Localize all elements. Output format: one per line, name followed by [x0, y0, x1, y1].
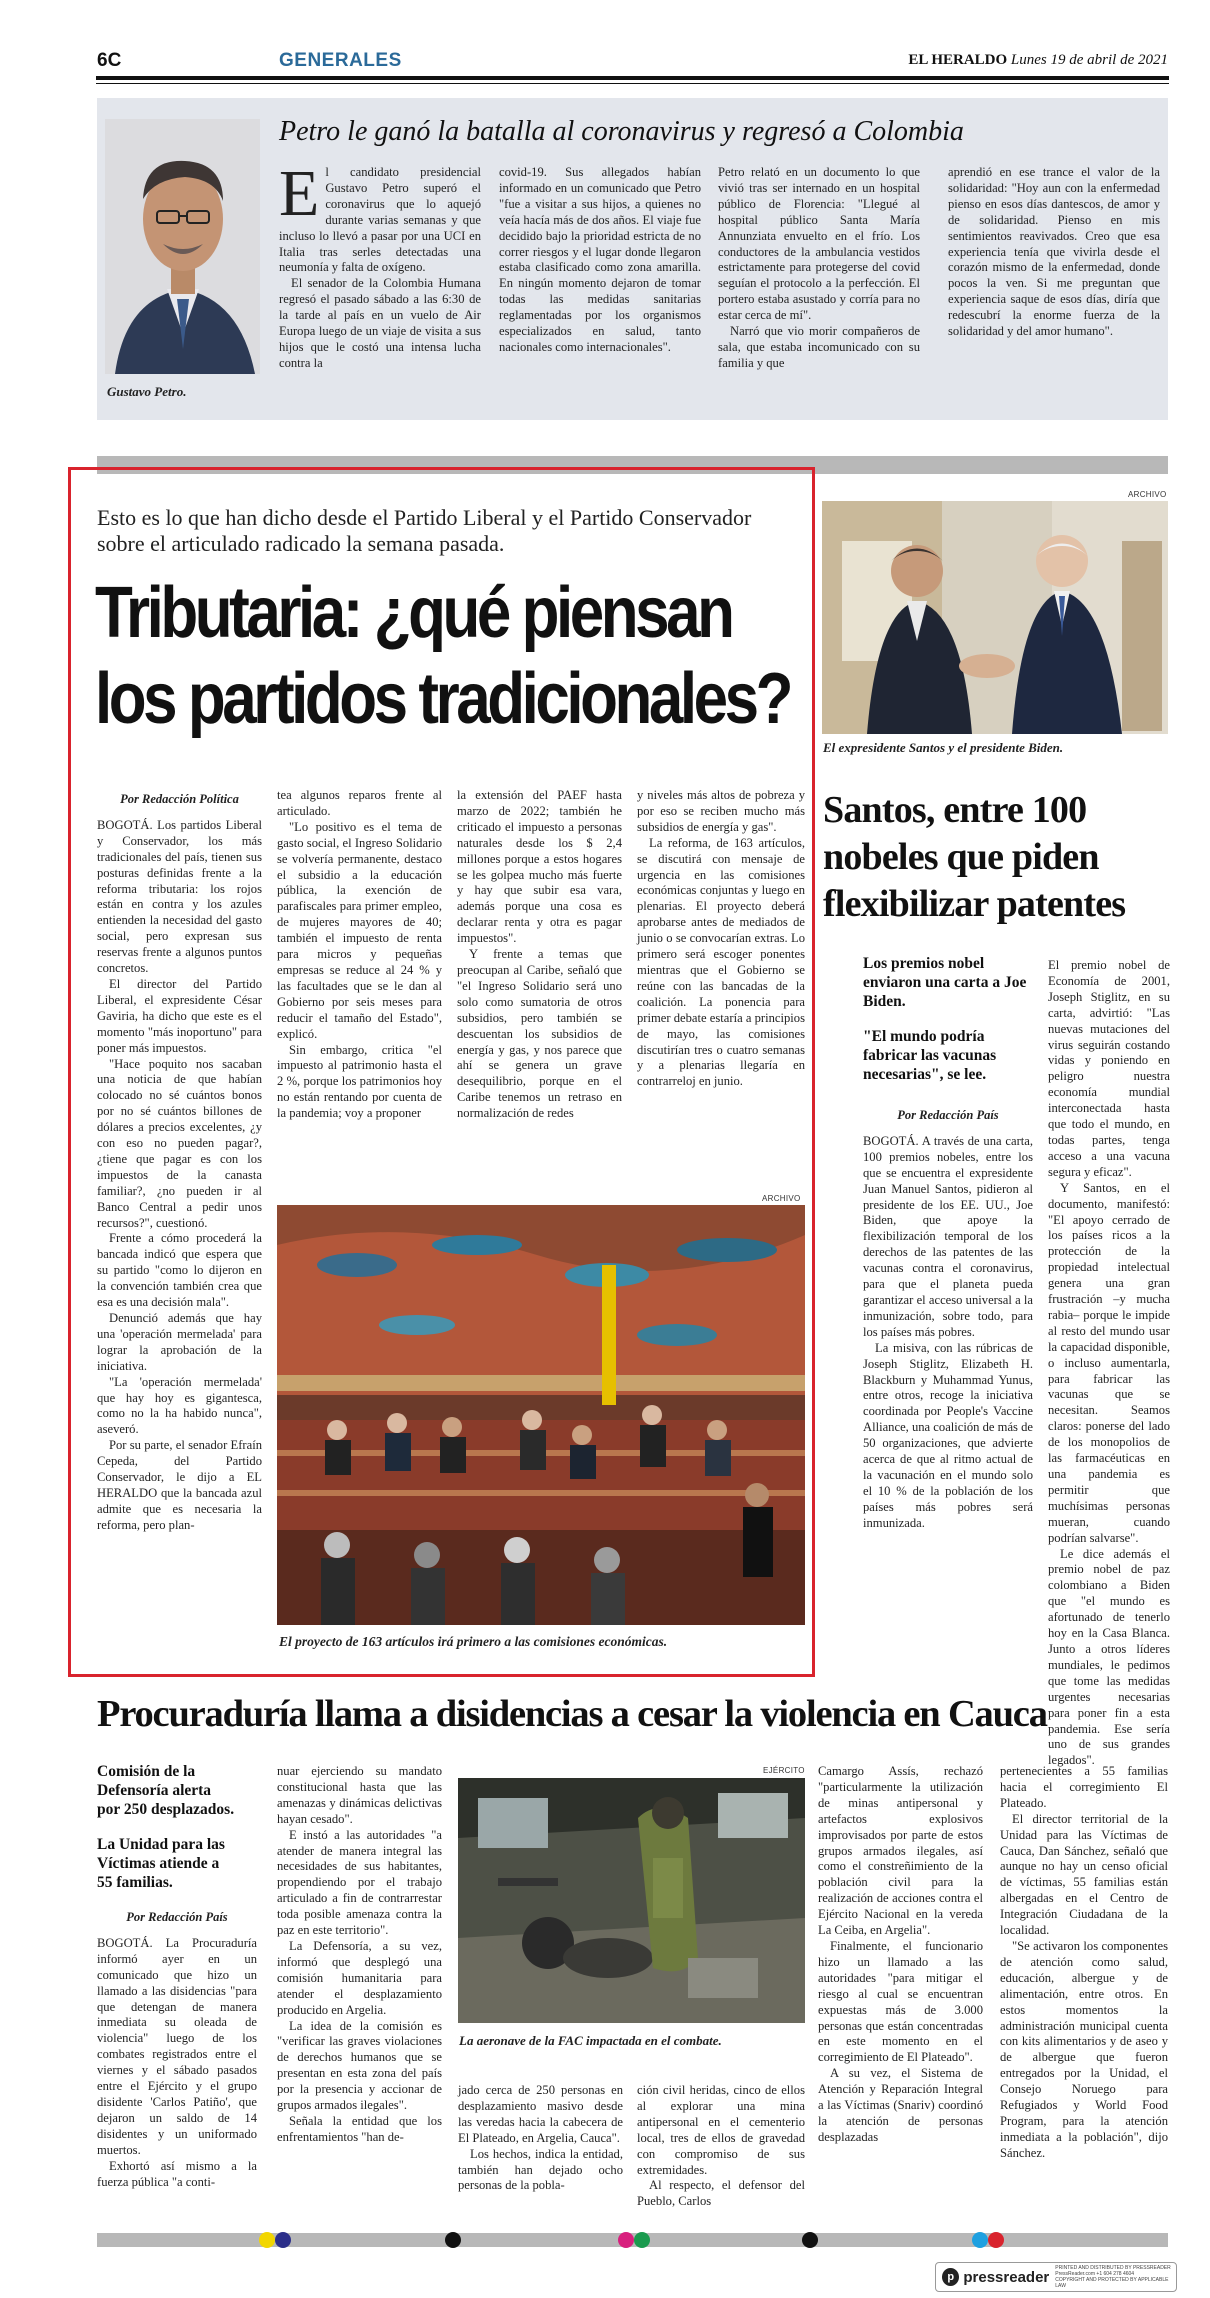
paragraph: El director del Partido Liberal, el expresidente César Gaviria, ha dicho que este es el momento "más inoportuno" para poner más impuestos. [97, 976, 262, 1055]
sidebar-point: "El mundo podría fabricar las vacunas necesarias", se lee. [863, 1028, 997, 1083]
cauca-sidebar [97, 1762, 237, 1908]
paragraph: la extensión del PAEF hasta marzo de 2022; también he criticado el impuesto a personas naturales desde los $ 2,4 millones porque a estos hogares se les golpea mucho más fuerte y hay que subir esa vara, además porque una cosa es declarar renta y otra es pagar impuestos". [457, 788, 622, 946]
cauca-col-3 [458, 2083, 623, 2194]
paragraph: "Hace poquito nos sacaban una noticia de que habían colocado no sé cuántos bonos por no sé cuántos billones de dólares a precios excelentes, ¿y con eso no pueden pagar?, ¿tiene que pagar es con los impuestos de la canasta familiar?, ¿no pueden ir al Banco Central a pedir unos recursos?", cuestionó. [97, 1056, 262, 1230]
tributaria-headline [95, 570, 791, 742]
paragraph: Frente a cómo procederá la bancada indicó que espera que su partido "como lo dijeron en la convención también crea que esa es una decisión mala". [97, 1231, 262, 1310]
aircraft-photo [458, 1778, 805, 2023]
pressreader-brand: pressreader [963, 2268, 1050, 2286]
photo-credit: EJÉRCITO [763, 1766, 805, 1775]
tributaria-kicker: Esto es lo que han dicho desde el Partido Liberal y el Partido Conservador sobre el articulado radicado la semana pasada. [97, 505, 752, 556]
paragraph: Denunció además que hay una 'operación mermelada' para lograr la aprobación de la iniciativa. [97, 1311, 262, 1373]
petro-headline: Petro le ganó la batalla al coronavirus y regresó a Colombia [279, 116, 964, 147]
paragraph: BOGOTÁ. Los partidos Liberal y Conservador, los más tradicionales del país, tienen sus posturas definidas frente a la reforma tributaria: los rojos están en contra y los azules entienden la necesidad del gasto social, pero expresan sus reservas frente a algunos puntos concretos. [97, 817, 262, 976]
headline-line: los partidos tradicionales? [95, 659, 791, 739]
paragraph: El premio nobel de Economía de 2001, Joseph Stiglitz, en su carta, advirtió: "Las nuevas mutaciones del virus seguirán costando vidas y poniendo en peligro nuestra economía mundial interconectada hasta que todo el mundo, en todas partes, tenga acceso a una vacuna segura y eficaz". [1048, 958, 1170, 1179]
cauca-col-2 [277, 1764, 442, 2146]
issue-date: Lunes 19 de abril de 2021 [1010, 52, 1168, 68]
paragraph: Exhortó así mismo a la fuerza pública "a conti- [97, 2158, 257, 2189]
paragraph: Sin embargo, critica "el impuesto al patrimonio hasta el 2 %, porque los patrimonios hoy no están rentando por cuenta de la pandemia; voy a proponer [277, 1042, 442, 1121]
paragraph: La idea de la comisión es "verificar las graves violaciones de derechos humanos que se presentan en esta zona del país por la presencia y accionar de grupos armados ilegales". [277, 2018, 442, 2113]
paragraph: nuar ejerciendo su mandato constitucional hasta que las amenazas y dinámicas delictivas hayan cesado". [277, 1764, 442, 1826]
paragraph: E instó a las autoridades "a atender de manera integral las necesidades de sus habitantes, propendiendo por el trabajo articulado a fin de contrarrestar toda posible amenaza contra la paz en este territorio". [277, 1827, 442, 1938]
paragraph: "Se activaron los componentes de atención como salud, educación, albergue y de alimentación, entre otros. En estos momentos la administración municipal cuenta con kits alimentarios y de aseo y de albergue que fueron entregados por la Unidad, el Consejo Noruego para Refugiados y World Food Program, para la atención inmediata a la población", dijo Sánchez. [1000, 1938, 1168, 2160]
paragraph: La misiva, con las rúbricas de Joseph Stiglitz, Elizabeth H. Blackburn y Muhammad Yunus, entre otros, recoge la iniciativa coordinada por People's Vaccine Alliance, una coalición de más de 50 organizaciones, que advierte acerca de que al ritmo actual de la vacunación en el mundo solo el 10 % de la población de los países más pobres será inmunizada. [863, 1340, 1033, 1530]
congress-photo-caption: El proyecto de 163 artículos irá primero a las comisiones económicas. [279, 1634, 668, 1649]
pressreader-fineprint: PRINTED AND DISTRIBUTED BY PRESSREADER PressReader.com +1 604 278 4604 COPYRIGHT AND PROTECTED BY APPLICABLE LAW [1055, 2265, 1171, 2289]
petro-col-4 [948, 165, 1160, 340]
petro-photo-caption: Gustavo Petro. [107, 384, 187, 399]
petro-col-1 [279, 157, 481, 372]
registration-dot [445, 2232, 461, 2248]
paragraph: y niveles más altos de pobreza y por eso se reciben mucho más subsidios de energía y gas". [637, 788, 805, 834]
dateline: BOGOTÁ. [97, 1935, 153, 1950]
paragraph: l candidato presidencial Gustavo Petro superó el coronavirus que lo aquejó durante varias semanas y que incluso lo llevó a pasar por una UCI en Italia tras serles detectadas una neumonía y falta de oxígeno. [279, 165, 481, 275]
cauca-col-5 [818, 1764, 983, 2146]
sidebar-point: Comisión de la Defensoría alerta por 250 desplazados. [97, 1763, 235, 1818]
paragraph: jado cerca de 250 personas en desplazamiento masivo desde las veredas hacia la cabecera de El Plateado, en Argelia, Cauca". [458, 2083, 623, 2145]
photo-credit: ARCHIVO [1128, 490, 1167, 499]
sidebar-point: Los premios nobel enviaron una carta a Joe Biden. [863, 955, 1027, 1010]
paragraph: aprendió en ese trance el valor de la solidaridad: "Hoy aun con la enfermedad pienso en esos días dantescos, de amor y de solidaridad. Pienso en mis sentimientos reavivados. Creo que esa experiencia tenía que vivirla desde el corazón mismo de la enfermedad, donde pocos la ven. Si me preguntan que experiencia saque de esos días, diría que redescubrí la enorme fuerza de la solidaridad y del amor humano". [948, 165, 1160, 339]
cauca-col-4 [637, 2083, 805, 2210]
dateline: BOGOTÁ. [863, 1133, 919, 1148]
paragraph: Petro relató en un documento lo que vivió tras ser internado en un hospital público de Florencia: "Llegué al hospital público Santa María Annunziata envuelto en el frío. Los conductores de la ambulancia vestidos estrictamente para protegerse del covid seguían el protocolo a la perfección. El portero estaba asustado y corría para no estar cerca de mí". [718, 165, 920, 323]
paragraph: Por su parte, el senador Efraín Cepeda, del Partido Conservador, le dijo a EL HERALDO que la bancada azul admite que es necesaria la reforma, pero plan- [97, 1438, 262, 1532]
registration-dot [802, 2232, 818, 2248]
paragraph: pertenecientes a 55 familias hacia el corregimiento El Plateado. [1000, 1764, 1168, 1810]
registration-dot [618, 2232, 634, 2248]
paragraph: Y frente a temas que preocupan al Caribe, señaló que "el Ingreso Solidario será uno solo como sumatoria de otros subsidios, pero también se descuentan los subsidios de energía y gas, y nos parece que ahí se genera un grave desequilibrio, porque en el Caribe tenemos un retraso en normalización de redes [457, 947, 622, 1121]
pressreader-stamp [935, 2262, 1177, 2292]
cauca-col-6 [1000, 1764, 1168, 2162]
header-rule [96, 76, 1169, 80]
paragraph: Camargo Assís, rechazó "particularmente la utilización de minas antipersonal y artefactos explosivos improvisados por parte de estos grupos armados ilegales, así como el constreñimiento de la población civil para la realización de acciones contra el Ejército Nacional en la vereda La Ceiba, en Argelia". [818, 1764, 983, 1938]
photo-credit: ARCHIVO [762, 1194, 801, 1203]
aircraft-photo-caption: La aeronave de la FAC impactada en el combate. [459, 2033, 722, 2048]
byline: Por Redacción Política [120, 792, 239, 806]
paragraph: Le dice además el premio nobel de paz colombiano a Biden que "el mundo es afortunado de tenerlo hoy en la Casa Blanca. Junto a otros líderes mundiales, le pedimos que tome las medidas urgentes necesarias para poner fin a esta pandemia. Ese sería uno de sus grandes legados". [1048, 1546, 1170, 1768]
paragraph: covid-19. Sus allegados habían informado en un comunicado que Petro "fue a visitar a sus hijos, a quienes no veía hacía más de dos años. El viaje fue decidido bajo la prioridad estricta de no correr riesgos y el lugar donde llegaron estaba clasificado como zona amarilla. En ningún momento dejaron de tomar todas las medidas sanitarias reglamentadas por los organismos especializados en salud, tanto nacionales como internacionales". [499, 165, 701, 354]
paragraph: BOGOTÁ. La Procuraduría informó ayer en un comunicado que hizo un llamado a las disidencias "para que detengan de manera inmediata su oleada de violencia" luego de los combates registrados entre el viernes y el sábado pasados entre el Ejército y el grupo disidente 'Carlos Patiño', que dejaron un saldo de 14 disidentes y un uniformado muertos. [97, 1935, 257, 2157]
petro-col-3 [718, 165, 920, 372]
page-number: 6C [97, 50, 122, 71]
tributaria-col-3 [457, 788, 622, 1122]
congress-illustration [277, 1205, 805, 1625]
registration-dot [634, 2232, 650, 2248]
paragraph: ción civil heridas, cinco de ellos al explorar una mina antipersonal en el cementerio local, tres de ellos de gravedad con compromiso de sus extremidades. [637, 2083, 805, 2177]
pressreader-logo-icon: p [942, 2268, 959, 2286]
petro-col-2 [499, 165, 701, 356]
paper-name: EL HERALDO [908, 52, 1008, 68]
byline: Por Redacción País [126, 1910, 228, 1924]
registration-dot [972, 2232, 988, 2248]
paragraph: La reforma, de 163 artículos, se discutirá con mensaje de urgencia en las comisiones económicas conjuntas y luego en plenarias. El proyecto deberá aprobarse antes de mediados de junio o se convocarían extras. Lo primero será escoger ponentes mientras que el Gobierno se reúne con las bancadas de la coalición. La ponencia para primer debate estaría a principios de mayo, las comisiones discutirían tres o cuatro semanas y a plenarias llegaría en contrarreloj en junio. [637, 835, 805, 1089]
tributaria-col-1 [97, 792, 262, 1534]
headline-line: Tributaria: ¿qué piensan [95, 573, 732, 653]
paragraph: La Defensoría, a su vez, informó que desplegó una comisión humanitaria para atender el desplazamiento producido en Argelia. [277, 1938, 442, 2017]
tributaria-col-4 [637, 788, 805, 1090]
cauca-headline: Procuraduría llama a disidencias a cesar la violencia en Cauca [97, 1693, 1047, 1735]
registration-dot [275, 2232, 291, 2248]
header-rule-thin [96, 83, 1169, 84]
paragraph: Señala la entidad que los enfrentamientos "han de- [277, 2113, 442, 2144]
section-label: GENERALES [279, 50, 402, 71]
santos-col-2 [1048, 958, 1170, 1769]
paragraph: Al respecto, el defensor del Pueblo, Carlos [637, 2178, 805, 2209]
congress-photo [277, 1205, 805, 1625]
santos-sidebar [863, 954, 1035, 1100]
registration-dot [988, 2232, 1004, 2248]
paragraph: tea algunos reparos frente al articulado. [277, 788, 442, 818]
byline: Por Redacción País [897, 1108, 999, 1122]
paragraph: Los hechos, indica la entidad, también han dejado ocho personas de la pobla- [458, 2146, 623, 2193]
santos-biden-photo [822, 501, 1168, 734]
aircraft-illustration [458, 1778, 805, 2023]
portrait-illustration [105, 119, 260, 374]
santos-headline: Santos, entre 100 nobeles que piden flexibilizar patentes [823, 789, 1126, 925]
paragraph: El director territorial de la Unidad para las Víctimas de Cauca, Dan Sánchez, señaló que aunque no hay un censo oficial de víctimas, 55 familias están albergadas en el Centro de Integración Ciudadana de la localidad. [1000, 1811, 1168, 1938]
paragraph: Finalmente, el funcionario hizo un llamado a las autoridades "para mitigar el riesgo al cual se encuentran expuestas más de 3.000 personas que están concentradas en este momento en el corregimiento de El Plateado". [818, 1938, 983, 2065]
paragraph: Narró que vio morir compañeros de sala, que estaba incomunicado con su familia y que [718, 324, 920, 370]
paragraph: "La 'operación mermelada' que hay hoy es gigantesca, como no la ha habido nunca", aseveró. [97, 1374, 262, 1437]
paragraph: BOGOTÁ. A través de una carta, 100 premios nobeles, entre los que se encuentra el expresidente Juan Manuel Santos, pidieron al presidente de los EE. UU., Joe Biden, que apoye la flexibilización temporal de los derechos de las patentes de las vacunas contra el coronavirus, para que el planeta pueda garantizar el acceso universal a la inmunización, sobre todo, para los países más pobres. [863, 1133, 1033, 1339]
paragraph: "Lo positivo es el tema de gasto social, el Ingreso Solidario se volvería permanente, destaco el subsidio a la educación pública, la exención de parafiscales para primer empleo, de mujeres mayores de 40; también el impuesto de renta para micros y pequeñas empresas se reduce al 24 % y las facultades que se le dan al Gobierno por seis meses para reducir el tamaño del Estado", explicó. [277, 819, 442, 1041]
santos-biden-illustration [822, 501, 1168, 734]
paragraph: Y Santos, en el documento, manifestó: "El apoyo cerrado de los países ricos a la protección de la propiedad intelectual genera una gran frustración –y mucha rabia– porque le impide al resto del mundo usar la capacidad disponible, o incluso aumentarla, para fabricar las vacunas que se necesitan. Seamos claros: ponerse del lado de los monopolios de las farmacéuticas en una pandemia es permitir que muchísimas personas mueran, cuando podrían salvarse". [1048, 1180, 1170, 1545]
tributaria-col-2 [277, 788, 442, 1122]
santos-photo-caption: El expresidente Santos y el presidente Biden. [823, 740, 1064, 755]
petro-dropcap: E [279, 157, 320, 230]
registration-dot [259, 2232, 275, 2248]
santos-col-1 [863, 1108, 1033, 1532]
masthead-date [880, 52, 1168, 69]
dateline: BOGOTÁ. [97, 817, 153, 832]
paragraph: A su vez, el Sistema de Atención y Reparación Integral a las Víctimas (Snariv) coordinó la atención de personas desplazadas [818, 2066, 983, 2144]
petro-photo [105, 119, 260, 374]
sidebar-point: La Unidad para las Víctimas atiende a 55 familias. [97, 1836, 225, 1891]
paragraph: El senador de la Colombia Humana regresó el pasado sábado a las 6:30 de la tarde al país en un vuelo de Air Europa luego de un viaje de visita a sus hijos que le costó una intensa lucha contra la [279, 276, 481, 370]
cauca-col-1 [97, 1910, 257, 2190]
